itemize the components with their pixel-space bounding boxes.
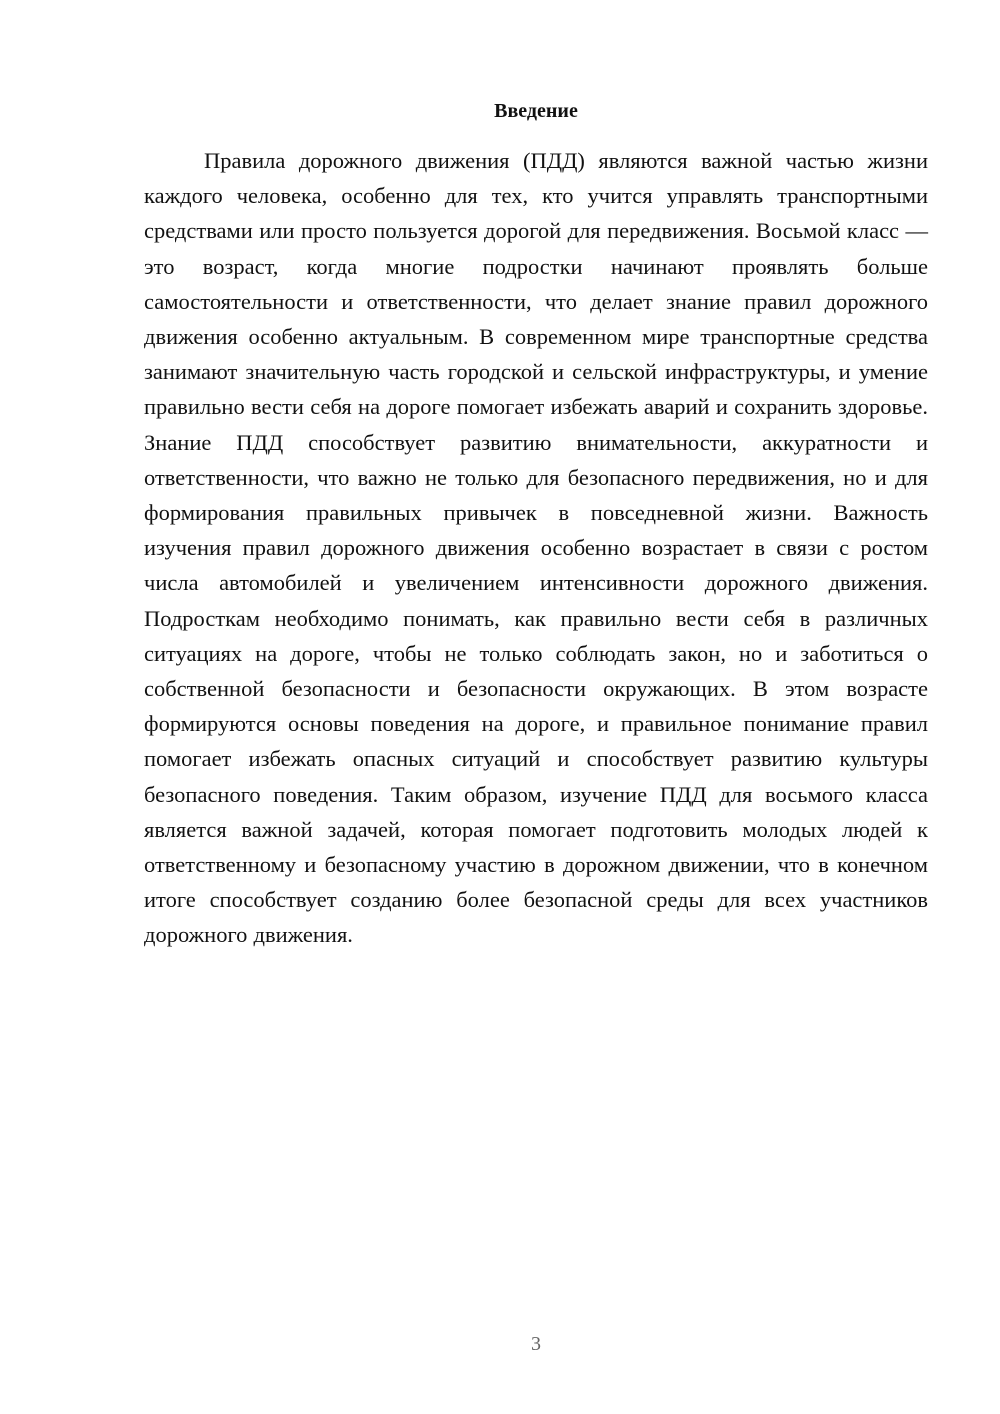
section-heading: Введение (494, 100, 578, 122)
page-number: 3 (531, 1333, 541, 1355)
body-paragraph: Правила дорожного движения (ПДД) являются важной частью жизни каждого человека, особенно для тех, кто учится управлять транспортными средствами или просто пользуется дорогой для передвижения. Восьмой класс — это возраст, когда многие подростки начинают проявлять больше самостоятельности и ответственности, что делает знание правил дорожного движения особенно актуальным. В современном мире транспортные средства занимают значительную часть городской и сельской инфраструктуры, и умение правильно вести себя на дороге помогает избежать аварий и сохранить здоровье. Знание ПДД способствует развитию внимательности, аккуратности и ответственности, что важно не только для безопасного передвижения, но и для формирования правильных привычек в повседневной жизни. Важность изучения правил дорожного движения особенно возрастает в связи с ростом числа автомобилей и увеличением интенсивности дорожного движения. Подросткам необходимо понимать, как правильно вести себя в различных ситуациях на дороге, чтобы не только соблюдать закон, но и заботиться о собственной безопасности и безопасности окружающих. В этом возрасте формируются основы поведения на дороге, и правильное понимание правил помогает избежать опасных ситуаций и способствует развитию культуры безопасного поведения. Таким образом, изучение ПДД для восьмого класса является важной задачей, которая помогает подготовить молодых людей к ответственному и безопасному участию в дорожном движении, что в конечном итоге способствует созданию более безопасной среды для всех участников дорожного движения. (144, 148, 928, 948)
